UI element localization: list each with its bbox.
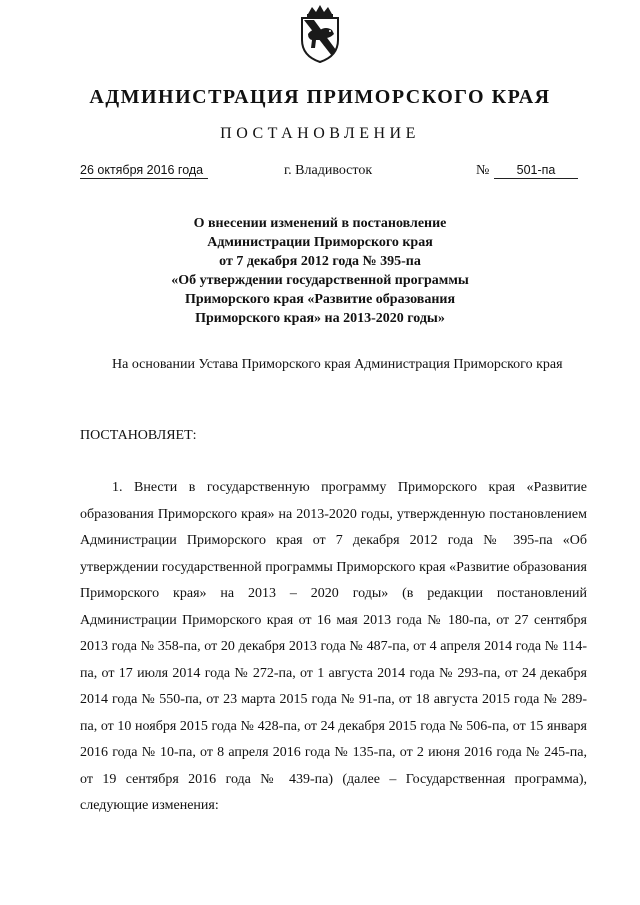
subject-line: «Об утверждении государственной программы: [171, 273, 469, 288]
subject-line: Приморского края «Развитие образования: [184, 292, 456, 307]
coat-of-arms-icon: [296, 4, 344, 64]
document-date: 26 октября 2016 года: [80, 163, 208, 179]
document-meta: [0, 163, 640, 185]
document-number-label: №: [476, 163, 490, 178]
subject-line: Приморского края» на 2013-2020 годы»: [195, 311, 445, 326]
basis-paragraph: На основании Устава Приморского края Администрация Приморского края: [112, 357, 563, 372]
document-subject: [0, 214, 640, 328]
document-type: ПОСТАНОВЛЕНИЕ: [220, 125, 420, 142]
item-paragraph-1: 1. Внести в государственную программу Приморского края «Развитие образования Приморского края» на 2013-2020 годы, утвержденную постановлением Администрации Приморского края от 7 декабря 2012 года № 395-па «Об утверждении государственной программы Приморского края «Развитие образования Приморского края» на 2013 – 2020 годы» (в редакции постановлений Администрации Приморского края от 16 мая 2013 года № 180-па, от 27 сентября 2013 года № 358-па, от 20 декабря 2013 года № 487-па, от 4 апреля 2014 года № 114-па, от 17 июля 2014 года № 272-па, от 1 августа 2014 года № 293-па, от 24 декабря 2014 года № 550-па, от 23 марта 2015 года № 91-па, от 18 августа 2015 года № 289-па, от 10 ноября 2015 года № 428-па, от 24 декабря 2015 года № 506-па, от 15 января 2016 года № 10-па, от 8 апреля 2016 года № 135-па, от 2 июня 2016 года № 245-па, от 19 сентября 2016 года № 439-па) (далее – Государственная программа), следующие изменения:: [80, 480, 587, 813]
document-city: г. Владивосток: [284, 163, 373, 178]
resolves-heading: ПОСТАНОВЛЯЕТ:: [80, 428, 197, 443]
subject-line: О внесении изменений в постановление: [193, 216, 447, 231]
subject-line: от 7 декабря 2012 года № 395-па: [219, 254, 421, 269]
organization-title: АДМИНИСТРАЦИЯ ПРИМОРСКОГО КРАЯ: [89, 86, 551, 108]
subject-line: Администрации Приморского края: [207, 235, 433, 250]
document-number: 501-па: [494, 163, 578, 179]
